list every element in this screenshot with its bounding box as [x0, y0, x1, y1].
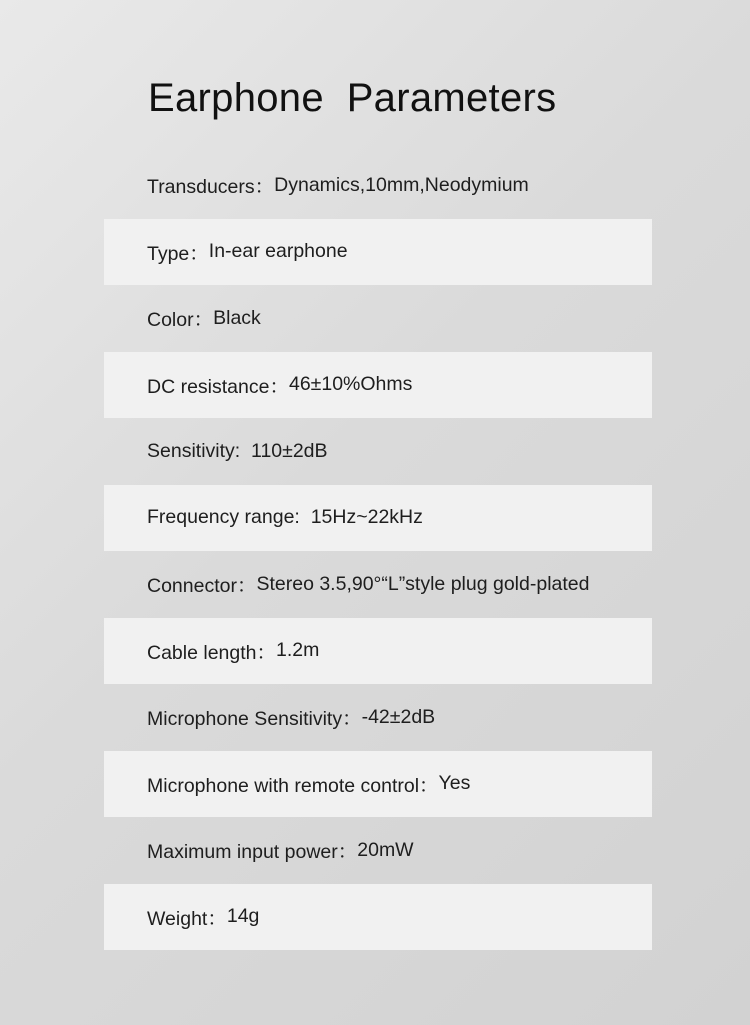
param-row-frequency-range [104, 485, 652, 552]
param-label: Connector： [147, 575, 257, 598]
param-value: 14g [226, 905, 260, 928]
param-value: Black [213, 306, 261, 329]
param-label: DC resistance： [147, 375, 289, 398]
param-row-weight [104, 884, 652, 951]
param-label: Weight： [147, 907, 227, 930]
param-value: Stereo 3.5,90°“L”style plug gold-plated [256, 572, 590, 595]
param-row-max-input-power [104, 817, 652, 884]
param-label: Sensitivity: [147, 439, 252, 462]
param-label: Transducers： [147, 176, 275, 199]
param-value: 20mW [357, 838, 414, 861]
param-label: Maximum input power： [147, 841, 358, 864]
param-value: 15Hz~22kHz [310, 506, 423, 529]
param-row-microphone-sensitivity [104, 684, 652, 751]
param-value: 46±10%Ohms [288, 373, 413, 396]
param-value: Yes [438, 772, 471, 795]
param-row-color [104, 285, 652, 352]
param-row-transducers [104, 152, 652, 219]
param-label: Type： [147, 242, 209, 265]
param-row-sensitivity [104, 418, 652, 485]
param-value: Dynamics,10mm,Neodymium [274, 173, 529, 196]
param-value: In-ear earphone [208, 240, 348, 263]
param-label: Cable length： [147, 641, 276, 664]
param-label: Color： [147, 309, 214, 332]
param-label: Microphone Sensitivity： [147, 708, 362, 731]
param-value: -42±2dB [361, 705, 436, 728]
param-row-type [104, 219, 652, 286]
parameter-list [104, 152, 652, 950]
param-row-dc-resistance [104, 352, 652, 419]
param-label: Frequency range: [147, 506, 311, 529]
param-value: 1.2m [276, 639, 320, 662]
param-value: 110±2dB [251, 439, 328, 462]
page-title: Earphone Parameters [148, 76, 557, 120]
param-row-connector [104, 551, 652, 618]
param-row-cable-length [104, 618, 652, 685]
param-row-remote-control [104, 751, 652, 818]
param-label: Microphone with remote control： [147, 774, 439, 797]
